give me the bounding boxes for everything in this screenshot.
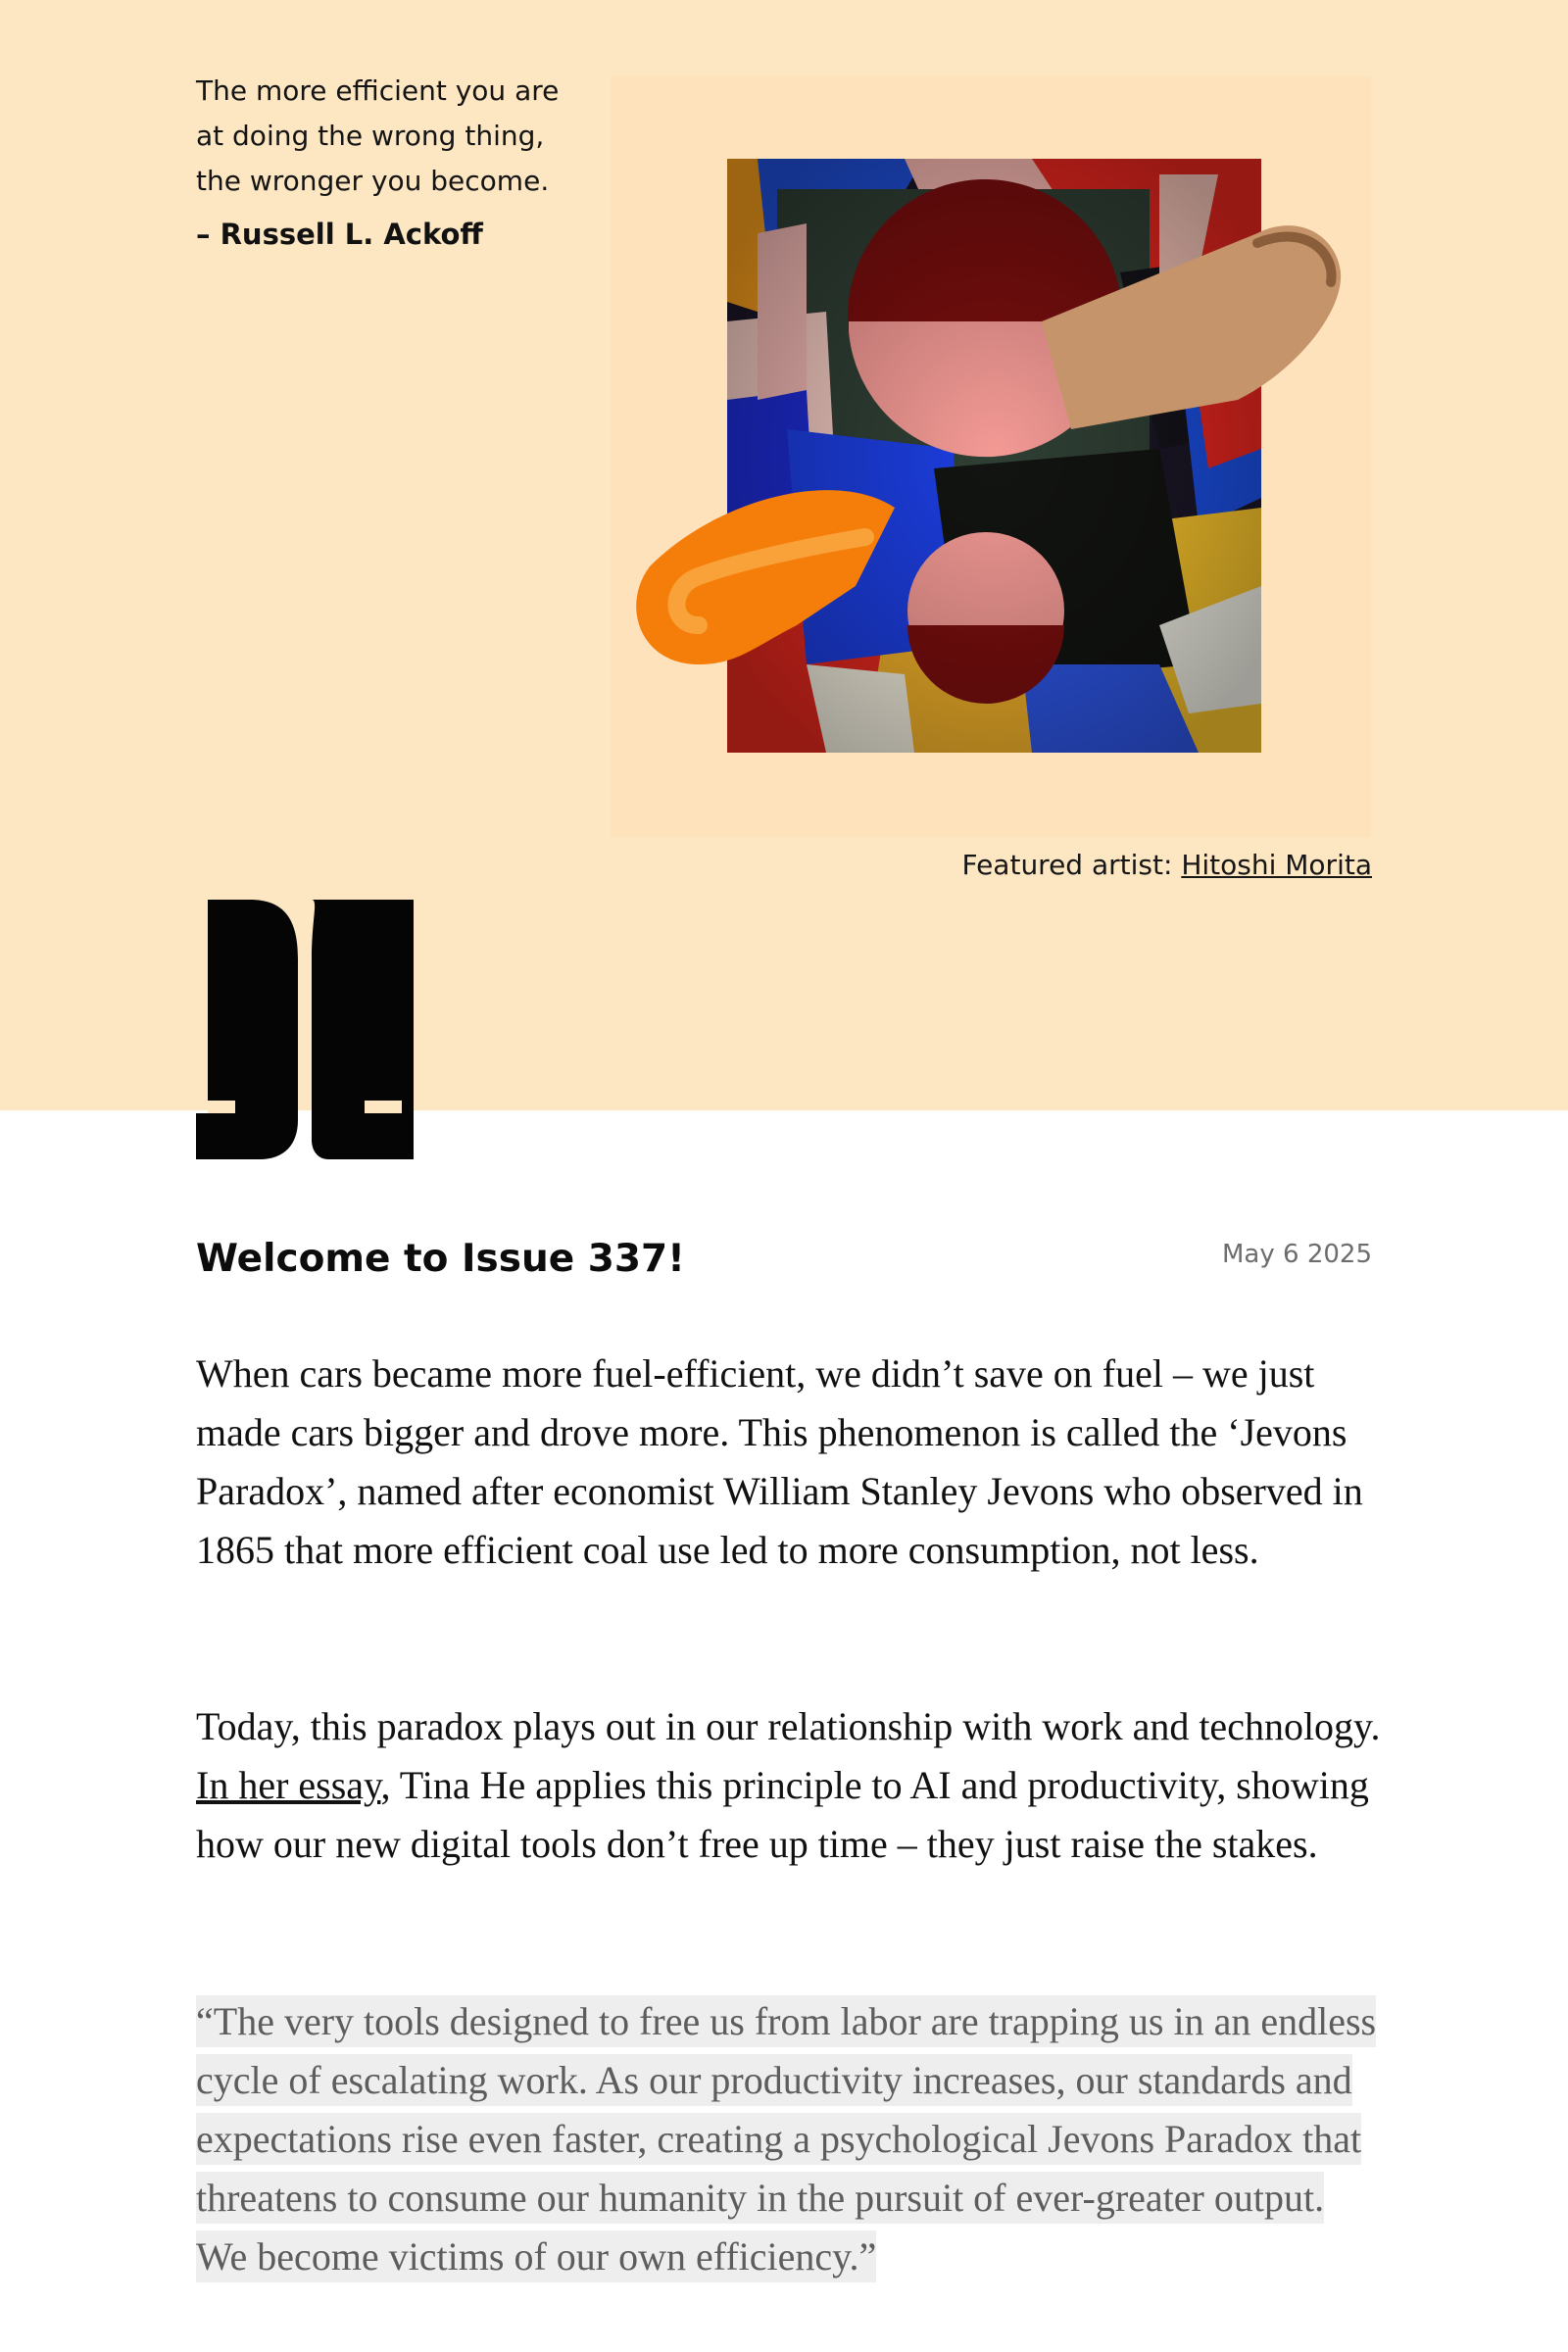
article-paragraph-1: When cars became more fuel-efficient, we didn’t save on fuel – we just made cars bigger and drove more. This phenomenon is called the ‘Jevons Paradox’, named after economist William Stanley Jevons who observed in 1865 that more efficient coal use led to more consumption, not less. [196,1351,1363,1572]
hero-quote-author: – Russell L. Ackoff [196,218,483,251]
artist-credit [962,849,1373,881]
article-paragraph-2-end: , Tina He applies this principle to AI and productivity, showing how our new digital tools don’t free up time – they just raise the stakes. [196,1763,1369,1866]
essay-link[interactable]: In her essay [196,1763,381,1807]
article-paragraph-2-start: Today, this paradox plays out in our relationship with work and technology. [196,1704,1381,1748]
issue-title: Welcome to Issue 337! [196,1237,685,1281]
issue-date: May 6 2025 [1222,1240,1372,1269]
hero-quote: The more efficient you are at doing the wrong thing, the wronger you become. [196,74,560,197]
article-blockquote [196,1992,1382,2286]
blockquote-text: “The very tools designed to free us from labor are trapping us in an endless cycle of escalating work. As our productivity increases, our standards and expectations rise even faster, creating a psychological Jevons Paradox that threatens to consume our humanity in the pursuit of ever-greater output. We become victims of our own efficiency.” [196,1995,1376,2282]
artist-credit-prefix: Featured artist: [961,849,1182,881]
artist-link[interactable]: Hitoshi Morita [1181,849,1372,881]
brand-logo [196,900,414,1159]
featured-artwork [611,76,1371,837]
article-paragraph-2 [196,1697,1382,1874]
